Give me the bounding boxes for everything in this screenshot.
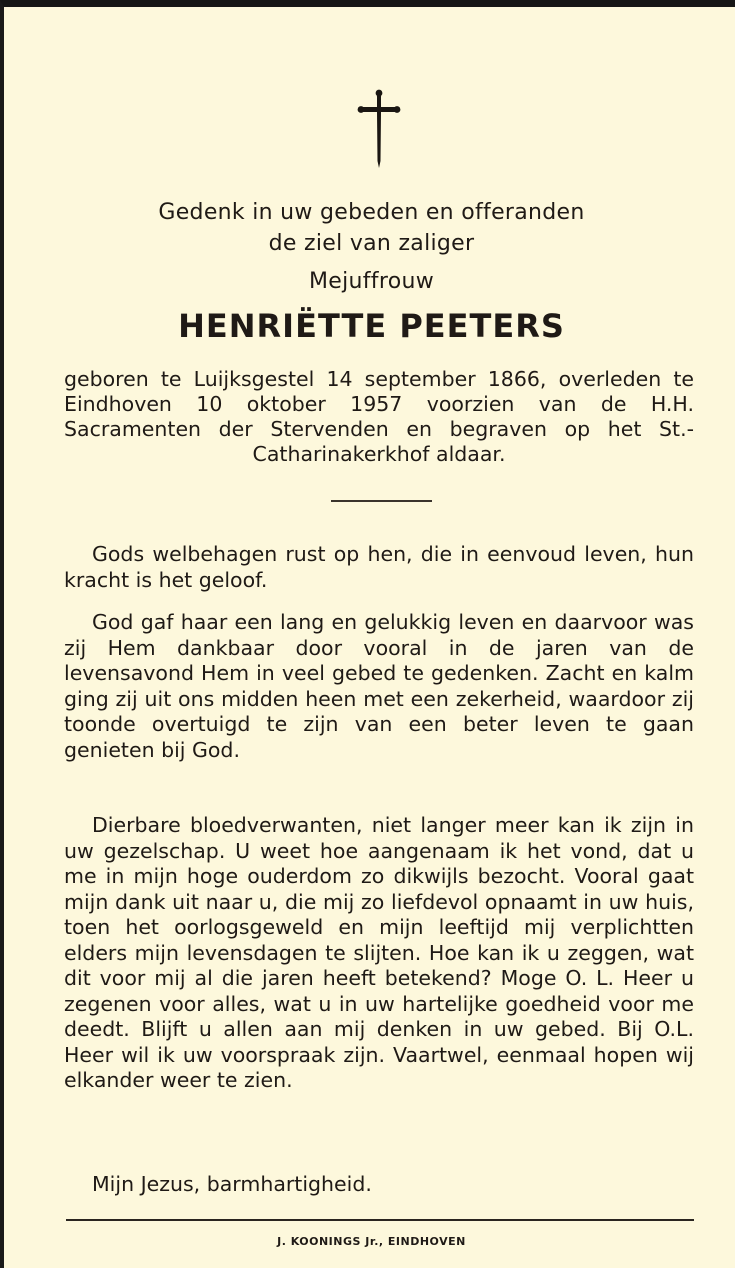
birth-death-text: geboren te Luijksgestel 14 september 1866, overleden te Eindhoven 10 oktober 1957 voorzien van de H.H. Sacramenten der Stervenden en begraven op het St.-Catharinakerkhof aldaar.	[64, 367, 694, 466]
honorific: Mejuffrouw	[308, 269, 435, 294]
intro-text	[4, 197, 735, 259]
intro-line-2: de ziel van zaliger	[268, 231, 475, 256]
paragraph-3: Dierbare bloedverwanten, niet langer meer kan ik zijn in uw gezelschap. U weet hoe aangenaam ik het vond, dat u me in mijn hoge ouderdom zo dikwijls bezocht. Vooral gaat mijn dank uit naar u, die mij zo liefdevol opnaamt in uw huis, toen het oorlogsgeweld en mijn leeftijd mij verplichtten elders mijn levensdagen te slijten. Hoe kan ik u zeggen, wat dit voor mij al die jaren heeft betekend? Moge O. L. Heer u zegenen voor alles, wat u in uw hartelijke goedheid voor me deedt. Blijft u allen aan mij denken in uw gebed. Bij O.L. Heer wil ik uw voorspraak zijn. Vaartwel, eenmaal hopen wij elkander weer te zien.	[64, 813, 694, 1092]
intro-line-1: Gedenk in uw gebeden en offeranden	[158, 200, 585, 225]
paragraph-1: Gods welbehagen rust op hen, die in eenvoud leven, hun kracht is het geloof.	[64, 542, 694, 592]
printer-credit: J. KOONINGS Jr., EINDHOVEN	[277, 1235, 466, 1248]
closing-prayer: Mijn Jezus, barmhartigheid.	[92, 1172, 372, 1196]
footer-line	[66, 1219, 694, 1221]
paragraph-2: God gaf haar een lang en gelukkig leven en daarvoor was zij Hem dankbaar door vooral in de jaren van de levensavond Hem in veel gebed te gedenken. Zacht en kalm ging zij uit ons midden heen met een zekerheid, waardoor zij toonde overtuigd te zijn van een beter leven te gaan genieten bij God.	[64, 610, 694, 762]
cross-icon	[356, 89, 402, 169]
divider-line	[331, 500, 432, 502]
deceased-name: HENRIËTTE PEETERS	[178, 307, 565, 345]
